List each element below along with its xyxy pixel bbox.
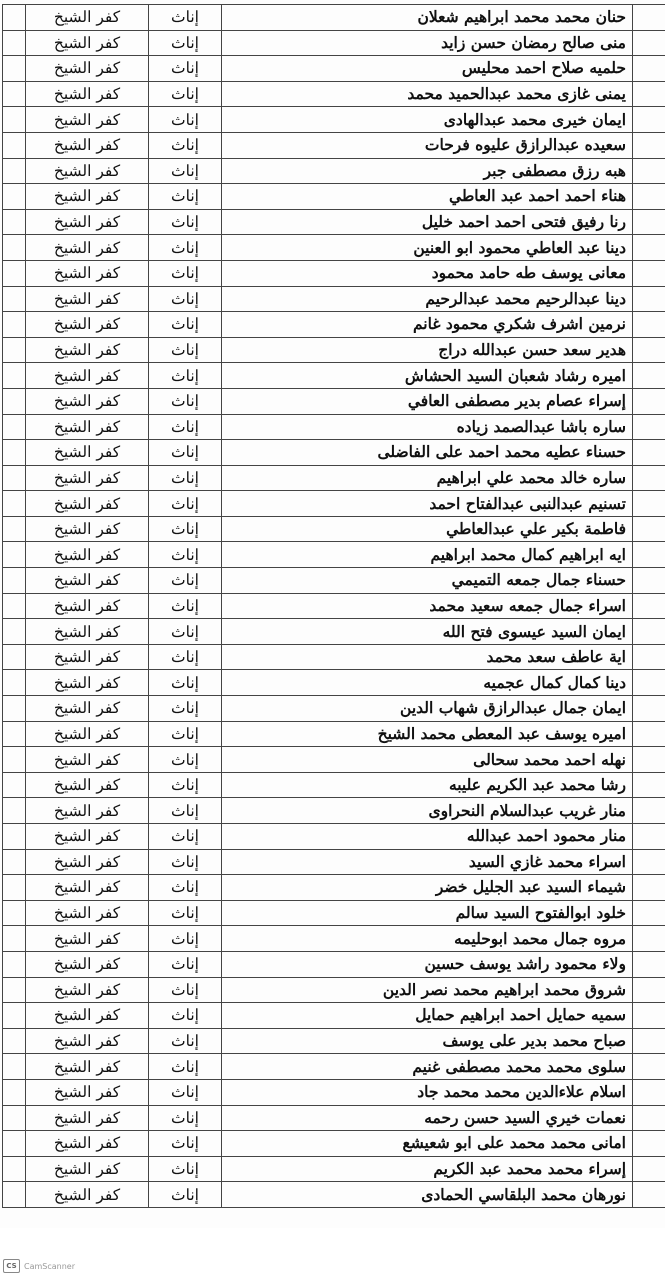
table-row xyxy=(3,721,665,747)
name-cell: سلوى محمد محمد مصطفى غنيم xyxy=(222,1054,633,1080)
name-cell: نعمات خيري السيد حسن رحمه xyxy=(222,1105,633,1131)
gender-cell: إناث xyxy=(149,1131,222,1157)
row-number-cell xyxy=(633,542,665,568)
row-number-cell xyxy=(633,363,665,389)
table-row xyxy=(3,1079,665,1105)
name-cell: هبه رزق مصطفى جبر xyxy=(222,158,633,184)
row-number-cell xyxy=(633,1054,665,1080)
name-cell: سميه حمايل احمد ابراهيم حمايل xyxy=(222,1003,633,1029)
margin-cell xyxy=(3,235,26,261)
gender-cell: إناث xyxy=(149,1079,222,1105)
governorate-cell: كفر الشيخ xyxy=(26,1003,149,1029)
table-row xyxy=(3,158,665,184)
governorate-cell: كفر الشيخ xyxy=(26,1028,149,1054)
names-table xyxy=(2,4,665,1208)
name-cell: ايمان جمال عبدالرازق شهاب الدين xyxy=(222,696,633,722)
governorate-cell: كفر الشيخ xyxy=(26,491,149,517)
gender-cell: إناث xyxy=(149,900,222,926)
margin-cell xyxy=(3,900,26,926)
gender-cell: إناث xyxy=(149,951,222,977)
margin-cell xyxy=(3,337,26,363)
gender-cell: إناث xyxy=(149,132,222,158)
name-cell: مروه جمال محمد ابوحليمه xyxy=(222,926,633,952)
governorate-cell: كفر الشيخ xyxy=(26,542,149,568)
row-number-cell xyxy=(633,1156,665,1182)
governorate-cell: كفر الشيخ xyxy=(26,772,149,798)
margin-cell xyxy=(3,875,26,901)
governorate-cell: كفر الشيخ xyxy=(26,516,149,542)
name-cell: شيماء السيد عبد الجليل خضر xyxy=(222,875,633,901)
governorate-cell: كفر الشيخ xyxy=(26,132,149,158)
governorate-cell: كفر الشيخ xyxy=(26,5,149,31)
margin-cell xyxy=(3,747,26,773)
margin-cell xyxy=(3,593,26,619)
gender-cell: إناث xyxy=(149,747,222,773)
table-row xyxy=(3,465,665,491)
margin-cell xyxy=(3,132,26,158)
gender-cell: إناث xyxy=(149,184,222,210)
governorate-cell: كفر الشيخ xyxy=(26,1079,149,1105)
table-row xyxy=(3,388,665,414)
margin-cell xyxy=(3,542,26,568)
row-number-cell xyxy=(633,721,665,747)
table-row xyxy=(3,132,665,158)
name-cell: رشا محمد عبد الكريم عليبه xyxy=(222,772,633,798)
table-row xyxy=(3,849,665,875)
name-cell: ايمان السيد عيسوى فتح الله xyxy=(222,619,633,645)
row-number-cell xyxy=(633,824,665,850)
name-cell: دينا كمال كمال عجميه xyxy=(222,670,633,696)
table-row xyxy=(3,875,665,901)
governorate-cell: كفر الشيخ xyxy=(26,363,149,389)
gender-cell: إناث xyxy=(149,465,222,491)
row-number-cell xyxy=(633,696,665,722)
row-number-cell xyxy=(633,670,665,696)
name-cell: دينا عبد العاطي محمود ابو العنين xyxy=(222,235,633,261)
table-row xyxy=(3,926,665,952)
margin-cell xyxy=(3,849,26,875)
name-cell: منار غريب عبدالسلام النحراوى xyxy=(222,798,633,824)
margin-cell xyxy=(3,81,26,107)
name-cell: منار محمود احمد عبدالله xyxy=(222,824,633,850)
gender-cell: إناث xyxy=(149,209,222,235)
margin-cell xyxy=(3,286,26,312)
watermark-caption: CamScanner xyxy=(24,1261,76,1271)
governorate-cell: كفر الشيخ xyxy=(26,388,149,414)
name-cell: منى صالح رمضان حسن زايد xyxy=(222,30,633,56)
name-cell: ساره باشا عبدالصمد زياده xyxy=(222,414,633,440)
row-number-cell xyxy=(633,798,665,824)
name-cell: صباح محمد بدير على يوسف xyxy=(222,1028,633,1054)
row-number-cell xyxy=(633,977,665,1003)
name-cell: ساره خالد محمد علي ابراهيم xyxy=(222,465,633,491)
table-row xyxy=(3,1182,665,1208)
governorate-cell: كفر الشيخ xyxy=(26,926,149,952)
table-row xyxy=(3,900,665,926)
gender-cell: إناث xyxy=(149,363,222,389)
gender-cell: إناث xyxy=(149,260,222,286)
row-number-cell xyxy=(633,184,665,210)
table-row xyxy=(3,644,665,670)
governorate-cell: كفر الشيخ xyxy=(26,824,149,850)
gender-cell: إناث xyxy=(149,696,222,722)
governorate-cell: كفر الشيخ xyxy=(26,56,149,82)
gender-cell: إناث xyxy=(149,1003,222,1029)
margin-cell xyxy=(3,516,26,542)
row-number-cell xyxy=(633,235,665,261)
row-number-cell xyxy=(633,132,665,158)
name-cell: اسراء جمال جمعه سعيد محمد xyxy=(222,593,633,619)
governorate-cell: كفر الشيخ xyxy=(26,158,149,184)
table-row xyxy=(3,1003,665,1029)
table-row xyxy=(3,824,665,850)
name-cell: رنا رفيق فتحى احمد احمد خليل xyxy=(222,209,633,235)
gender-cell: إناث xyxy=(149,414,222,440)
table-row xyxy=(3,363,665,389)
name-cell: ايه ابراهيم كمال محمد ابراهيم xyxy=(222,542,633,568)
margin-cell xyxy=(3,619,26,645)
gender-cell: إناث xyxy=(149,81,222,107)
table-row xyxy=(3,772,665,798)
margin-cell xyxy=(3,312,26,338)
row-number-cell xyxy=(633,900,665,926)
row-number-cell xyxy=(633,1028,665,1054)
governorate-cell: كفر الشيخ xyxy=(26,696,149,722)
gender-cell: إناث xyxy=(149,286,222,312)
gender-cell: إناث xyxy=(149,1054,222,1080)
gender-cell: إناث xyxy=(149,542,222,568)
gender-cell: إناث xyxy=(149,1028,222,1054)
row-number-cell xyxy=(633,849,665,875)
gender-cell: إناث xyxy=(149,644,222,670)
governorate-cell: كفر الشيخ xyxy=(26,900,149,926)
governorate-cell: كفر الشيخ xyxy=(26,286,149,312)
margin-cell xyxy=(3,184,26,210)
gender-cell: إناث xyxy=(149,440,222,466)
governorate-cell: كفر الشيخ xyxy=(26,107,149,133)
margin-cell xyxy=(3,491,26,517)
table-row xyxy=(3,516,665,542)
table-row xyxy=(3,747,665,773)
gender-cell: إناث xyxy=(149,235,222,261)
row-number-cell xyxy=(633,30,665,56)
name-cell: فاطمة بكير علي عبدالعاطي xyxy=(222,516,633,542)
row-number-cell xyxy=(633,875,665,901)
gender-cell: إناث xyxy=(149,516,222,542)
table-row xyxy=(3,619,665,645)
gender-cell: إناث xyxy=(149,337,222,363)
row-number-cell xyxy=(633,56,665,82)
name-cell: اميره رشاد شعبان السيد الحشاش xyxy=(222,363,633,389)
governorate-cell: كفر الشيخ xyxy=(26,1054,149,1080)
table-row xyxy=(3,30,665,56)
table-row xyxy=(3,1105,665,1131)
gender-cell: إناث xyxy=(149,593,222,619)
gender-cell: إناث xyxy=(149,1182,222,1208)
row-number-cell xyxy=(633,414,665,440)
governorate-cell: كفر الشيخ xyxy=(26,1131,149,1157)
row-number-cell xyxy=(633,644,665,670)
row-number-cell xyxy=(633,260,665,286)
governorate-cell: كفر الشيخ xyxy=(26,260,149,286)
margin-cell xyxy=(3,5,26,31)
gender-cell: إناث xyxy=(149,1156,222,1182)
gender-cell: إناث xyxy=(149,5,222,31)
margin-cell xyxy=(3,951,26,977)
governorate-cell: كفر الشيخ xyxy=(26,312,149,338)
row-number-cell xyxy=(633,337,665,363)
margin-cell xyxy=(3,1054,26,1080)
name-cell: إسراء عصام بدير مصطفى العافي xyxy=(222,388,633,414)
row-number-cell xyxy=(633,926,665,952)
name-cell: حسناء عطيه محمد احمد على الفاضلى xyxy=(222,440,633,466)
name-cell: شروق محمد ابراهيم محمد نصر الدين xyxy=(222,977,633,1003)
governorate-cell: كفر الشيخ xyxy=(26,337,149,363)
name-cell: اميره يوسف عبد المعطى محمد الشيخ xyxy=(222,721,633,747)
governorate-cell: كفر الشيخ xyxy=(26,440,149,466)
gender-cell: إناث xyxy=(149,107,222,133)
margin-cell xyxy=(3,56,26,82)
margin-cell xyxy=(3,465,26,491)
margin-cell xyxy=(3,158,26,184)
row-number-cell xyxy=(633,747,665,773)
row-number-cell xyxy=(633,158,665,184)
governorate-cell: كفر الشيخ xyxy=(26,849,149,875)
gender-cell: إناث xyxy=(149,772,222,798)
name-cell: حلميه صلاح احمد محليس xyxy=(222,56,633,82)
names-table-body xyxy=(3,5,665,1208)
governorate-cell: كفر الشيخ xyxy=(26,798,149,824)
name-cell: حسناء جمال جمعه التميمي xyxy=(222,568,633,594)
name-cell: ايمان خيرى محمد عبدالهادى xyxy=(222,107,633,133)
gender-cell: إناث xyxy=(149,926,222,952)
row-number-cell xyxy=(633,619,665,645)
row-number-cell xyxy=(633,465,665,491)
name-cell: نهله احمد محمد سحالى xyxy=(222,747,633,773)
row-number-cell xyxy=(633,568,665,594)
governorate-cell: كفر الشيخ xyxy=(26,568,149,594)
scanner-watermark xyxy=(3,1258,75,1274)
row-number-cell xyxy=(633,5,665,31)
name-cell: تسنيم عبدالنبى عبدالفتاح احمد xyxy=(222,491,633,517)
governorate-cell: كفر الشيخ xyxy=(26,414,149,440)
row-number-cell xyxy=(633,1105,665,1131)
gender-cell: إناث xyxy=(149,721,222,747)
name-cell: هناء احمد احمد عبد العاطي xyxy=(222,184,633,210)
margin-cell xyxy=(3,209,26,235)
governorate-cell: كفر الشيخ xyxy=(26,465,149,491)
margin-cell xyxy=(3,414,26,440)
governorate-cell: كفر الشيخ xyxy=(26,721,149,747)
governorate-cell: كفر الشيخ xyxy=(26,1182,149,1208)
margin-cell xyxy=(3,721,26,747)
gender-cell: إناث xyxy=(149,798,222,824)
margin-cell xyxy=(3,1079,26,1105)
name-cell: سعيده عبدالرازق عليوه فرحات xyxy=(222,132,633,158)
governorate-cell: كفر الشيخ xyxy=(26,977,149,1003)
table-row xyxy=(3,5,665,31)
margin-cell xyxy=(3,363,26,389)
margin-cell xyxy=(3,1156,26,1182)
name-cell: خلود ابوالفتوح السيد سالم xyxy=(222,900,633,926)
governorate-cell: كفر الشيخ xyxy=(26,875,149,901)
table-row xyxy=(3,542,665,568)
table-row xyxy=(3,414,665,440)
governorate-cell: كفر الشيخ xyxy=(26,184,149,210)
name-cell: امانى محمد محمد على ابو شعيشع xyxy=(222,1131,633,1157)
governorate-cell: كفر الشيخ xyxy=(26,951,149,977)
camscanner-logo-icon: CS xyxy=(3,1259,20,1273)
margin-cell xyxy=(3,30,26,56)
gender-cell: إناث xyxy=(149,1105,222,1131)
gender-cell: إناث xyxy=(149,568,222,594)
governorate-cell: كفر الشيخ xyxy=(26,593,149,619)
governorate-cell: كفر الشيخ xyxy=(26,747,149,773)
table-row xyxy=(3,670,665,696)
table-row xyxy=(3,184,665,210)
margin-cell xyxy=(3,1131,26,1157)
gender-cell: إناث xyxy=(149,30,222,56)
gender-cell: إناث xyxy=(149,977,222,1003)
gender-cell: إناث xyxy=(149,312,222,338)
table-row xyxy=(3,1054,665,1080)
gender-cell: إناث xyxy=(149,824,222,850)
table-row xyxy=(3,491,665,517)
gender-cell: إناث xyxy=(149,619,222,645)
table-row xyxy=(3,107,665,133)
table-row xyxy=(3,286,665,312)
row-number-cell xyxy=(633,286,665,312)
governorate-cell: كفر الشيخ xyxy=(26,670,149,696)
name-cell: ولاء محمود راشد يوسف حسين xyxy=(222,951,633,977)
gender-cell: إناث xyxy=(149,388,222,414)
table-row xyxy=(3,798,665,824)
governorate-cell: كفر الشيخ xyxy=(26,209,149,235)
row-number-cell xyxy=(633,1003,665,1029)
margin-cell xyxy=(3,824,26,850)
margin-cell xyxy=(3,644,26,670)
governorate-cell: كفر الشيخ xyxy=(26,619,149,645)
margin-cell xyxy=(3,1105,26,1131)
margin-cell xyxy=(3,1028,26,1054)
table-row xyxy=(3,951,665,977)
margin-cell xyxy=(3,977,26,1003)
table-row xyxy=(3,977,665,1003)
row-number-cell xyxy=(633,491,665,517)
gender-cell: إناث xyxy=(149,158,222,184)
row-number-cell xyxy=(633,951,665,977)
governorate-cell: كفر الشيخ xyxy=(26,1156,149,1182)
margin-cell xyxy=(3,772,26,798)
row-number-cell xyxy=(633,440,665,466)
gender-cell: إناث xyxy=(149,670,222,696)
margin-cell xyxy=(3,696,26,722)
governorate-cell: كفر الشيخ xyxy=(26,81,149,107)
margin-cell xyxy=(3,1182,26,1208)
table-row xyxy=(3,81,665,107)
row-number-cell xyxy=(633,107,665,133)
table-row xyxy=(3,1156,665,1182)
row-number-cell xyxy=(633,81,665,107)
table-row xyxy=(3,1131,665,1157)
row-number-cell xyxy=(633,1131,665,1157)
name-cell: اسراء محمد غازي السيد xyxy=(222,849,633,875)
table-row xyxy=(3,696,665,722)
governorate-cell: كفر الشيخ xyxy=(26,1105,149,1131)
gender-cell: إناث xyxy=(149,875,222,901)
table-row xyxy=(3,312,665,338)
table-row xyxy=(3,1028,665,1054)
name-cell: نورهان محمد البلقاسي الحمادى xyxy=(222,1182,633,1208)
name-cell: حنان محمد محمد ابراهيم شعلان xyxy=(222,5,633,31)
margin-cell xyxy=(3,926,26,952)
name-cell: اسلام علاءالدين محمد محمد جاد xyxy=(222,1079,633,1105)
table-row xyxy=(3,209,665,235)
margin-cell xyxy=(3,670,26,696)
governorate-cell: كفر الشيخ xyxy=(26,30,149,56)
margin-cell xyxy=(3,260,26,286)
name-cell: معانى يوسف طه حامد محمود xyxy=(222,260,633,286)
margin-cell xyxy=(3,1003,26,1029)
gender-cell: إناث xyxy=(149,56,222,82)
margin-cell xyxy=(3,568,26,594)
row-number-cell xyxy=(633,772,665,798)
name-cell: يمنى غازى محمد عبدالحميد محمد xyxy=(222,81,633,107)
name-cell: إسراء محمد محمد عبد الكريم xyxy=(222,1156,633,1182)
table-row xyxy=(3,440,665,466)
margin-cell xyxy=(3,107,26,133)
name-cell: اية عاطف سعد محمد xyxy=(222,644,633,670)
gender-cell: إناث xyxy=(149,491,222,517)
name-cell: هدير سعد حسن عبدالله دراج xyxy=(222,337,633,363)
governorate-cell: كفر الشيخ xyxy=(26,644,149,670)
gender-cell: إناث xyxy=(149,849,222,875)
row-number-cell xyxy=(633,516,665,542)
row-number-cell xyxy=(633,209,665,235)
name-cell: دينا عبدالرحيم محمد عبدالرحيم xyxy=(222,286,633,312)
row-number-cell xyxy=(633,1079,665,1105)
table-row xyxy=(3,337,665,363)
row-number-cell xyxy=(633,388,665,414)
row-number-cell xyxy=(633,593,665,619)
margin-cell xyxy=(3,798,26,824)
table-row xyxy=(3,235,665,261)
table-row xyxy=(3,260,665,286)
table-row xyxy=(3,568,665,594)
name-cell: نرمين اشرف شكري محمود غانم xyxy=(222,312,633,338)
governorate-cell: كفر الشيخ xyxy=(26,235,149,261)
margin-cell xyxy=(3,440,26,466)
row-number-cell xyxy=(633,312,665,338)
row-number-cell xyxy=(633,1182,665,1208)
table-row xyxy=(3,56,665,82)
table-row xyxy=(3,593,665,619)
margin-cell xyxy=(3,388,26,414)
